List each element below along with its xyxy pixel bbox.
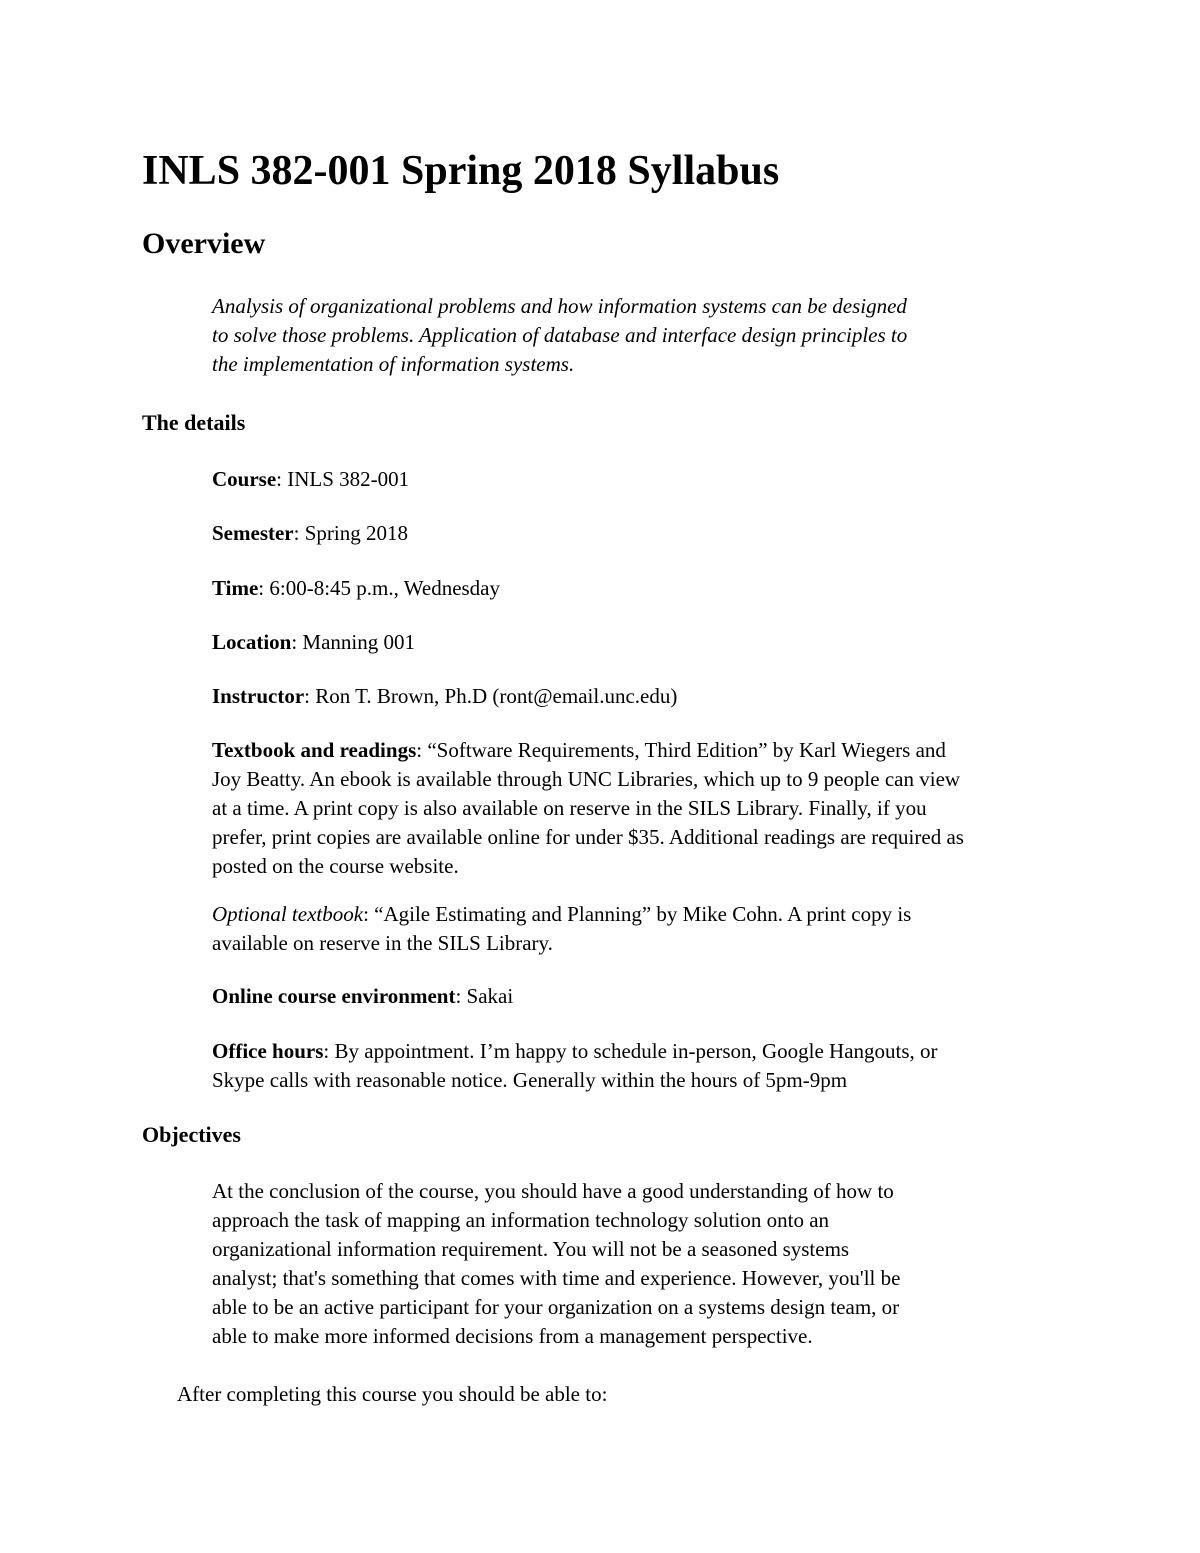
- objectives-heading: Objectives: [142, 1122, 241, 1147]
- detail-label: Time: [212, 576, 259, 600]
- objectives-line: able to be an active participant for your organization on a systems design team, or: [212, 1295, 900, 1319]
- detail-label: Course: [212, 467, 277, 491]
- detail-label: Office hours: [212, 1039, 324, 1063]
- office-hours-line: Skype calls with reasonable notice. Generally within the hours of 5pm-9pm: [212, 1068, 848, 1092]
- detail-value: : Manning 001: [291, 630, 416, 654]
- detail-semester: [212, 519, 1092, 548]
- overview-line: the implementation of information systems.: [212, 352, 575, 376]
- detail-online-environment: [212, 982, 1092, 1011]
- detail-label: Optional textbook: [212, 902, 364, 926]
- textbook-line: posted on the course website.: [212, 854, 459, 878]
- detail-value: : “Software Requirements, Third Edition” by Karl Wiegers and: [416, 738, 946, 762]
- detail-value: : By appointment. I’m happy to schedule in-person, Google Hangouts, or: [323, 1039, 938, 1063]
- detail-value: : Sakai: [455, 984, 514, 1008]
- detail-value: : “Agile Estimating and Planning” by Mike Cohn. A print copy is: [363, 902, 912, 926]
- overview-heading: Overview: [142, 227, 266, 260]
- objectives-lead-in: After completing this course you should be able to:: [177, 1382, 608, 1406]
- detail-office-hours: [212, 1037, 1092, 1095]
- textbook-line: at a time. A print copy is also available on reserve in the SILS Library. Finally, if you: [212, 796, 927, 820]
- detail-textbook: [212, 736, 1092, 881]
- objectives-line: At the conclusion of the course, you should have a good understanding of how to: [212, 1179, 894, 1203]
- detail-time: [212, 574, 1092, 603]
- page-title: INLS 382-001 Spring 2018 Syllabus: [142, 148, 780, 194]
- overview-line: Analysis of organizational problems and how information systems can be designed: [212, 294, 907, 318]
- overview-text: [212, 292, 1092, 379]
- detail-value: : Spring 2018: [293, 521, 408, 545]
- objectives-line: able to make more informed decisions from a management perspective.: [212, 1324, 813, 1348]
- detail-optional-textbook: [212, 900, 1092, 958]
- detail-label: Location: [212, 630, 292, 654]
- detail-value: : 6:00-8:45 p.m., Wednesday: [258, 576, 501, 600]
- optional-textbook-line: available on reserve in the SILS Library.: [212, 931, 553, 955]
- objectives-line: analyst; that's something that comes with time and experience. However, you'll be: [212, 1266, 901, 1290]
- textbook-line: prefer, print copies are available online for under $35. Additional readings are required as: [212, 825, 964, 849]
- detail-label: Online course environment: [212, 984, 456, 1008]
- overview-line: to solve those problems. Application of database and interface design principles to: [212, 323, 908, 347]
- instructor-value: : Ron T. Brown, Ph.D (ront@email.unc.edu): [304, 684, 678, 708]
- detail-instructor: [212, 682, 1092, 711]
- details-heading: The details: [142, 410, 246, 435]
- detail-value: : INLS 382-001: [276, 467, 410, 491]
- detail-label: Instructor: [212, 684, 305, 708]
- objectives-text: [212, 1177, 1092, 1351]
- detail-course: [212, 465, 1092, 494]
- objectives-line: organizational information requirement. You will not be a seasoned systems: [212, 1237, 850, 1261]
- detail-label: Textbook and readings: [212, 738, 417, 762]
- detail-label: Semester: [212, 521, 294, 545]
- textbook-line: Joy Beatty. An ebook is available through UNC Libraries, which up to 9 people can view: [212, 767, 961, 791]
- objectives-line: approach the task of mapping an information technology solution onto an: [212, 1208, 830, 1232]
- detail-location: [212, 628, 1092, 657]
